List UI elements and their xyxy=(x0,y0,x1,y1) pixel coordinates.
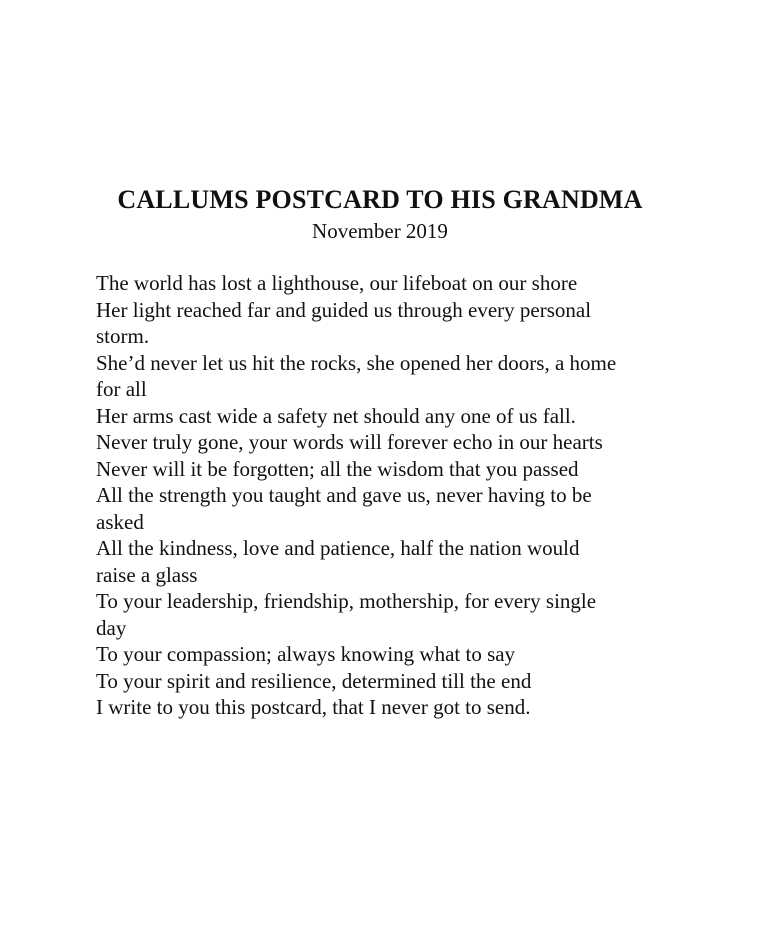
poem-line: All the kindness, love and patience, half the nation would xyxy=(96,536,580,560)
poem-line: day xyxy=(96,615,127,640)
poem-line: asked xyxy=(96,509,144,534)
page-title: CALLUMS POSTCARD TO HIS GRANDMA xyxy=(117,185,643,214)
poem-line: All the strength you taught and gave us, never having to be xyxy=(96,483,592,507)
poem-line: raise a glass xyxy=(96,562,198,587)
poem-line: Never truly gone, your words will forever echo in our hearts xyxy=(96,430,603,454)
poem-line: for all xyxy=(96,377,147,401)
poem-line: I write to you this postcard, that I never got to send. xyxy=(96,695,531,719)
poem-line: To your spirit and resilience, determined till the end xyxy=(96,668,532,693)
poem-line: To your leadership, friendship, mothership, for every single xyxy=(96,589,597,613)
poem-line: Her light reached far and guided us through every personal xyxy=(96,297,592,322)
poem-line: To your compassion; always knowing what to say xyxy=(96,642,516,666)
poem-body xyxy=(96,270,696,721)
poem-line: Her arms cast wide a safety net should any one of us fall. xyxy=(96,403,576,428)
poem-line: Never will it be forgotten; all the wisdom that you passed xyxy=(96,456,579,481)
poem-line: She’d never let us hit the rocks, she opened her doors, a home xyxy=(96,350,617,375)
date-line: November 2019 xyxy=(312,219,448,243)
poem-line: storm. xyxy=(96,324,150,348)
poem-line: The world has lost a lighthouse, our lifeboat on our shore xyxy=(96,271,578,295)
